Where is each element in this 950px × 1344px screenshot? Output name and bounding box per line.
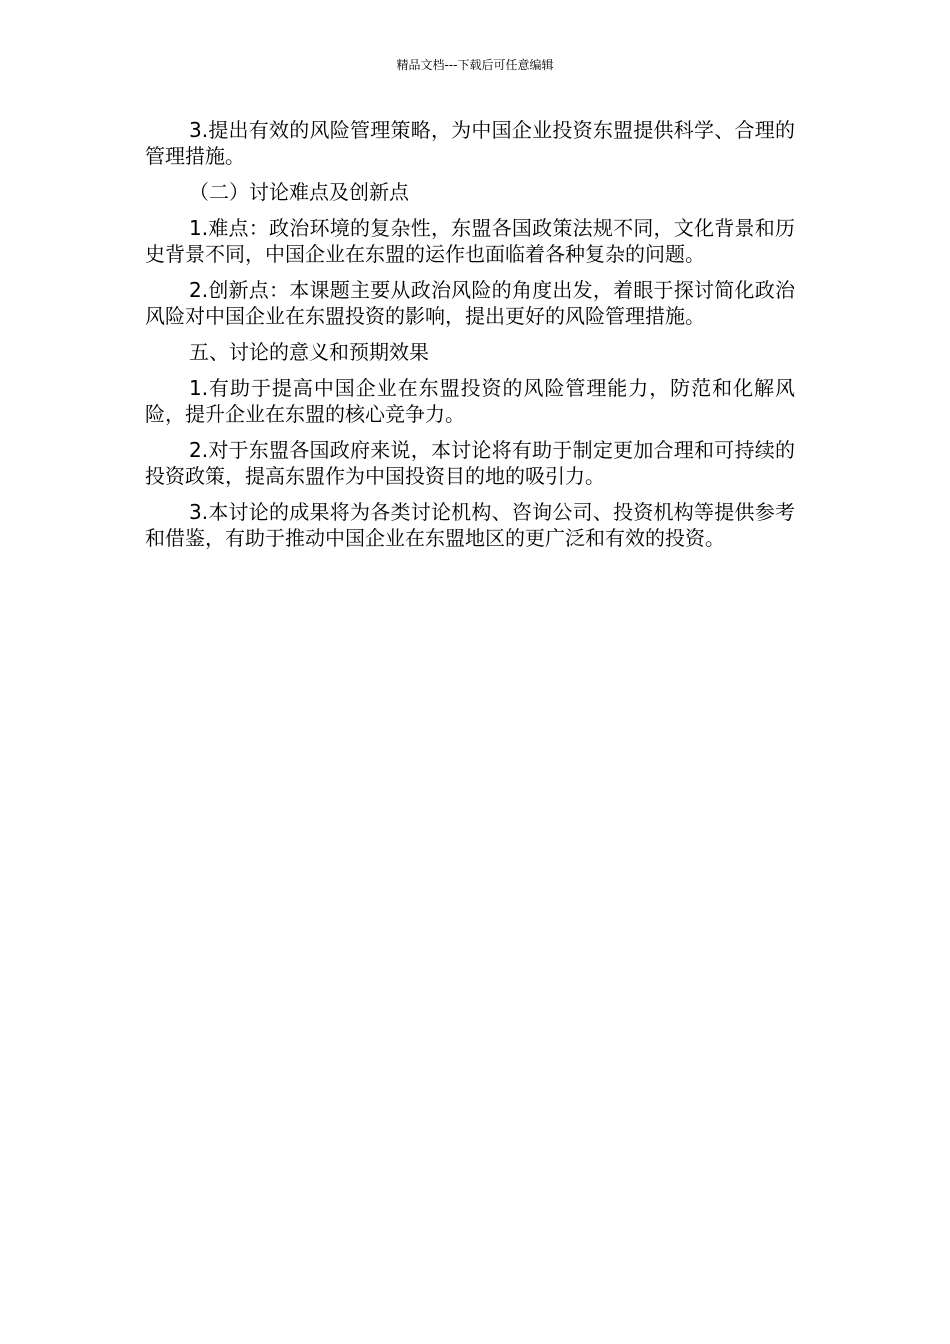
paragraph-significance-2: 2.对于东盟各国政府来说，本讨论将有助于制定更加合理和可持续的投资政策，提高东盟作为中国投资目的地的吸引力。 [145, 438, 795, 488]
paragraph-significance-3: 3.本讨论的成果将为各类讨论机构、咨询公司、投资机构等提供参考和借鉴，有助于推动中国企业在东盟地区的更广泛和有效的投资。 [145, 500, 795, 550]
paragraph-goal-3: 3.提出有效的风险管理策略，为中国企业投资东盟提供科学、合理的管理措施。 [145, 118, 795, 168]
document-body [145, 117, 795, 561]
section-heading-difficulties: （二）讨论难点及创新点 [189, 180, 409, 204]
section-heading-significance: 五、讨论的意义和预期效果 [189, 340, 429, 364]
paragraph-significance-1: 1.有助于提高中国企业在东盟投资的风险管理能力，防范和化解风险，提升企业在东盟的核心竞争力。 [145, 376, 795, 426]
page-header: 精品文档---下载后可任意编辑 [396, 58, 554, 72]
paragraph-difficulty: 1.难点：政治环境的复杂性，东盟各国政策法规不同，文化背景和历史背景不同，中国企业在东盟的运作也面临着各种复杂的问题。 [145, 216, 795, 266]
paragraph-innovation: 2.创新点：本课题主要从政治风险的角度出发，着眼于探讨简化政治风险对中国企业在东盟投资的影响，提出更好的风险管理措施。 [145, 278, 795, 328]
